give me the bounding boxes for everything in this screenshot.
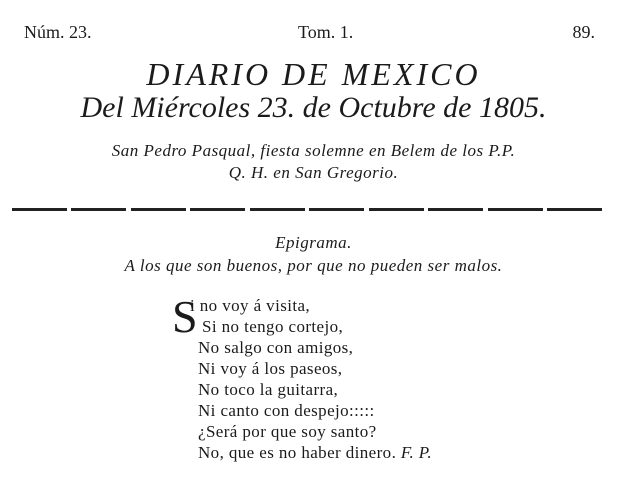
poem-line: No toco la guitarra, xyxy=(198,380,339,399)
page-number: 89. xyxy=(572,22,595,42)
issue-number: Núm. 23. xyxy=(24,22,92,42)
saint-of-day xyxy=(0,140,627,184)
epigram-poem xyxy=(172,291,592,463)
divider-segment xyxy=(131,208,186,211)
epigram-subtitle: A los que son buenos, por que no pueden ser malos. xyxy=(124,256,503,275)
section-divider xyxy=(12,208,602,212)
divider-segment xyxy=(488,208,543,211)
saint-line-2: Q. H. en San Gregorio. xyxy=(228,163,399,182)
poem-line: i no voy á visita, xyxy=(190,296,311,315)
divider-segment xyxy=(547,208,602,211)
saint-line-1: San Pedro Pasqual, fiesta solemne en Belem de los P.P. xyxy=(111,141,516,160)
author-signature: F. P. xyxy=(400,443,433,462)
drop-cap: S xyxy=(172,291,198,342)
issue-date: Del Miércoles 23. de Octubre de 1805. xyxy=(80,91,547,124)
poem-line: No salgo con amigos, xyxy=(198,338,354,357)
epigram-title: Epigrama. xyxy=(275,233,352,252)
page-header xyxy=(0,22,627,48)
tome-number: Tom. 1. xyxy=(298,22,354,42)
poem-line: Ni canto con despejo::::: xyxy=(198,401,375,420)
divider-segment xyxy=(12,208,67,211)
divider-segment xyxy=(71,208,126,211)
poem-line: Ni voy á los paseos, xyxy=(198,359,343,378)
divider-segment xyxy=(250,208,305,211)
poem-line: Si no tengo cortejo, xyxy=(202,317,344,336)
poem-line: ¿Será por que soy santo? xyxy=(198,422,377,441)
poem-line: No, que es no haber dinero. xyxy=(198,443,397,462)
divider-segment xyxy=(190,208,245,211)
divider-segment xyxy=(428,208,483,211)
divider-segment xyxy=(369,208,424,211)
poem-last-line xyxy=(198,442,592,463)
divider-segment xyxy=(309,208,364,211)
newspaper-title: DIARIO DE MEXICO xyxy=(146,56,481,92)
